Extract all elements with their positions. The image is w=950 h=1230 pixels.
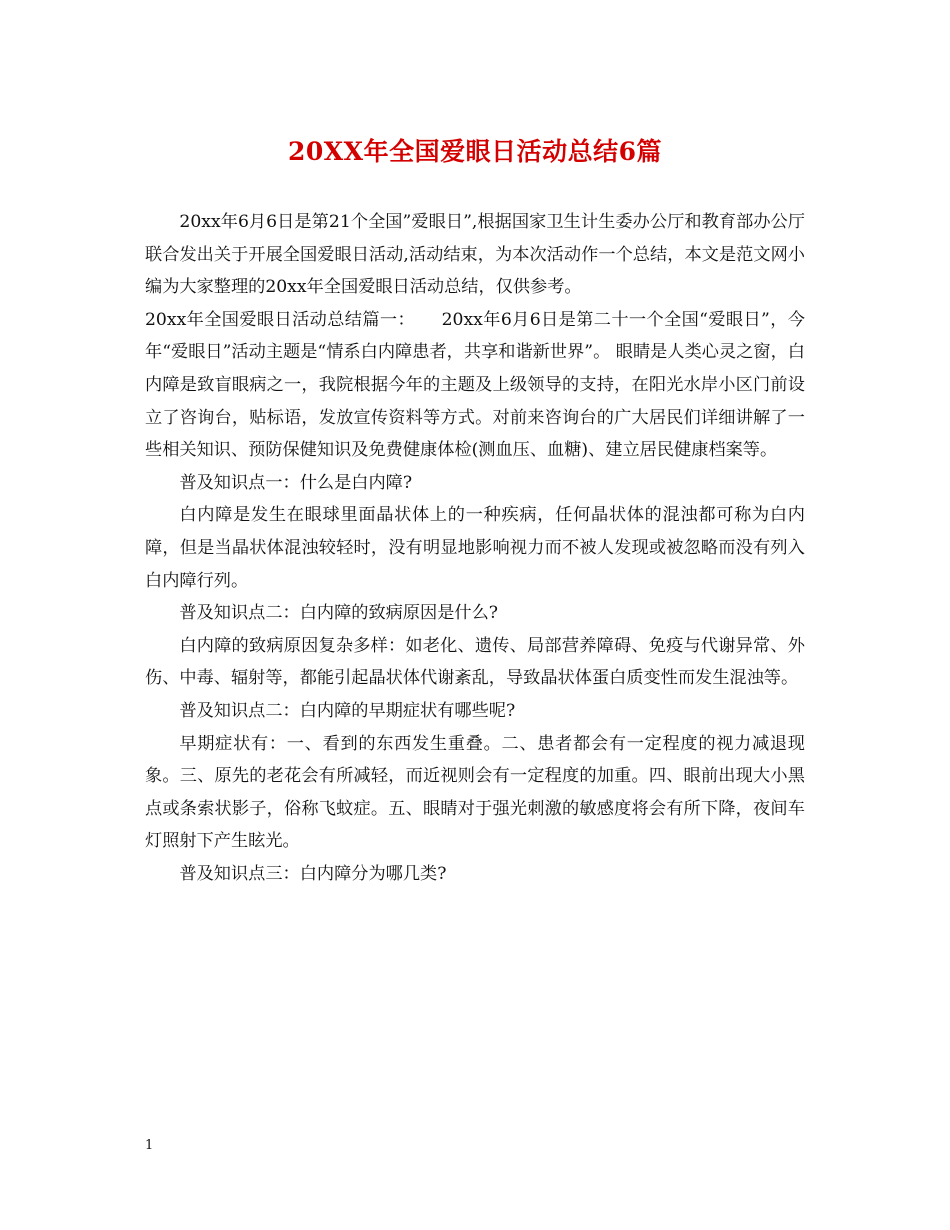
document-title: 20XX年全国爱眼日活动总结6篇 xyxy=(288,137,662,166)
paragraph-cataract-causes: 白内障的致病原因复杂多样：如老化、遗传、局部营养障碍、免疫与代谢异常、外伤、中毒、辐射等，都能引起晶状体代谢紊乱，导致晶状体蛋白质变性而发生混浊等。 xyxy=(145,635,805,689)
page-number: 1 xyxy=(145,1138,154,1153)
paragraph-heading-4: 普及知识点三：白内障分为哪几类? xyxy=(179,863,447,884)
paragraph-early-symptoms: 早期症状有：一、看到的东西发生重叠。二、患者都会有一定程度的视力减退现象。三、原先的老花会有所减轻，而近视则会有一定程度的加重。四、眼前出现大小黑点或条索状影子，俗称飞蚊症。五、眼睛对于强光刺激的敏感度将会有所下降，夜间车灯照射下产生眩光。 xyxy=(145,733,805,852)
paragraph-part-one: 20xx年全国爱眼日活动总结篇一： 20xx年6月6日是第二十一个全国“爱眼日”，今年“爱眼日”活动主题是“情系白内障患者，共享和谐新世界”。 眼睛是人类心灵之窗，白内障是致盲眼病之一，我院根据今年的主题及上级领导的支持，在阳光水岸小区门前设立了咨询台，贴标语，发放宣传资料等方式。对前来咨询台的广大居民们详细讲解了一些相关知识、预防保健知识及免费健康体检(测血压、血糖)、建立居民健康档案等。 xyxy=(145,309,805,461)
paragraph-intro: 20xx年6月6日是第21个全国”爱眼日”,根据国家卫生计生委办公厅和教育部办公厅联合发出关于开展全国爱眼日活动,活动结束，为本次活动作一个总结，本文是范文网小编为大家整理的20xx年全国爱眼日活动总结，仅供参考。 xyxy=(145,212,805,298)
paragraph-heading-2: 普及知识点二：白内障的致病原因是什么? xyxy=(179,603,498,624)
paragraph-heading-1: 普及知识点一：什么是白内障? xyxy=(179,472,413,493)
paragraph-cataract-definition: 白内障是发生在眼球里面晶状体上的一种疾病，任何晶状体的混浊都可称为白内障，但是当晶状体混浊较轻时，没有明显地影响视力而不被人发现或被忽略而没有列入白内障行列。 xyxy=(145,505,805,591)
document-body xyxy=(145,206,805,890)
paragraph-heading-3: 普及知识点二：白内障的早期症状有哪些呢? xyxy=(179,700,516,721)
